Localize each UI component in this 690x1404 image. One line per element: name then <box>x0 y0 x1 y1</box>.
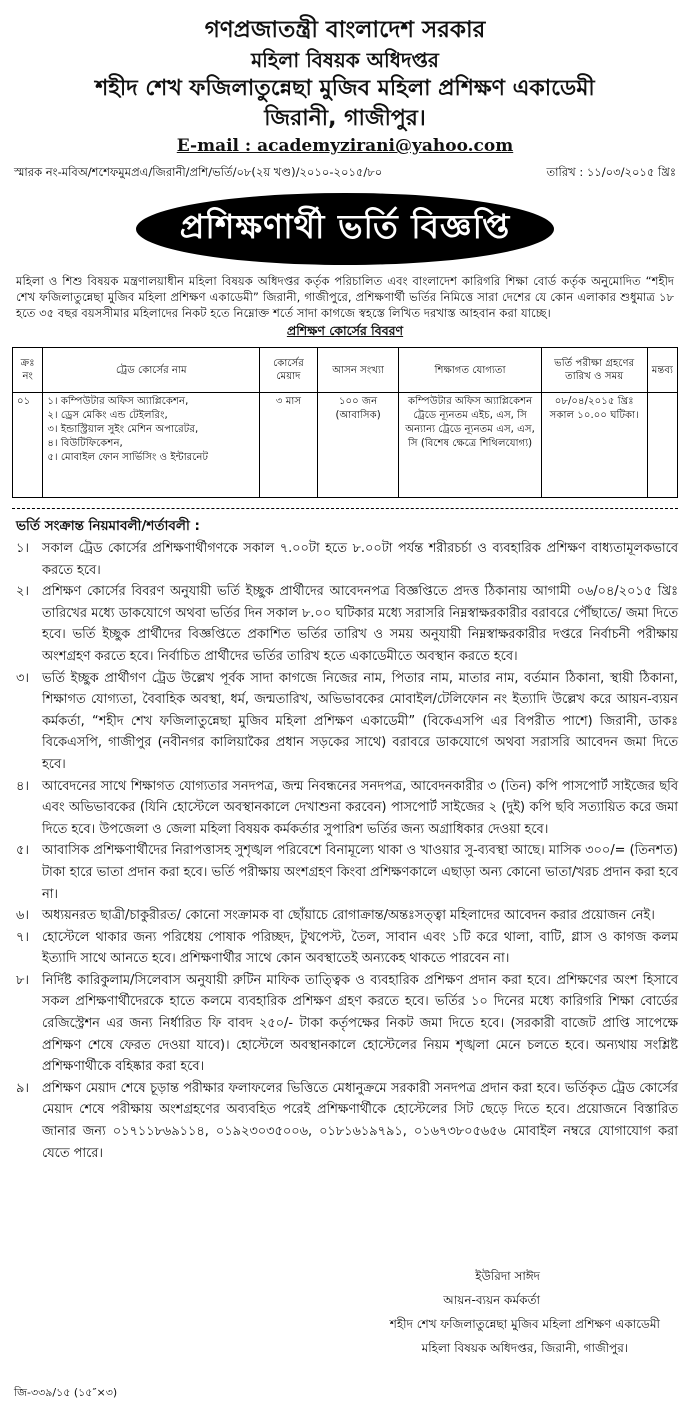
memo-line <box>12 164 678 183</box>
signatory-address: মহিলা বিষয়ক অধিদপ্তর, জিরানী, গাজীপুর। <box>421 1341 629 1355</box>
rule-item <box>12 668 678 776</box>
rule-number: ৮। <box>16 972 29 988</box>
government-title: গণপ্রজাতন্ত্রী বাংলাদেশ সরকার <box>204 17 486 43</box>
rule-item <box>12 581 678 667</box>
signatory-name: ইউরিদা সাঈদ <box>475 1269 540 1283</box>
rule-item <box>12 927 678 970</box>
table-header: আসন সংখ্যা <box>317 348 399 393</box>
rule-text: সকাল ট্রেড কোর্সের প্রশিক্ষণার্থীগণকে সকাল ৭.০০টা হতে ৮.০০টা পর্যন্ত শরীরচর্চা ও ব্যবহারিক প্রশিক্ষণ বাধ্যতামূলকভাবে করতে হবে। <box>42 541 678 578</box>
rule-item <box>12 905 678 927</box>
table-row <box>13 393 678 498</box>
course-item: ১। কম্পিউটার অফিস অ্যাপ্লিকেশন, <box>47 396 189 407</box>
cell-courses <box>43 393 260 498</box>
signatory-designation: আয়ন-ব্যয়ন কর্মকর্তা <box>443 1293 540 1307</box>
rule-number: ২। <box>16 584 29 600</box>
rule-number: ৭। <box>16 929 29 945</box>
rule-number: ৯। <box>16 1080 29 1096</box>
rule-number: ৩। <box>16 670 29 686</box>
rule-item <box>12 776 678 841</box>
cell-seats: ১০০ জন (আবাসিক) <box>317 393 399 498</box>
rules-title: ভর্তি সংক্রান্ত নিয়মাবলী/শর্তাবলী : <box>16 518 200 534</box>
course-item: ৩। ইন্ডাস্ট্রিয়াল সুইং মেশিন অপারেটর, <box>47 424 199 435</box>
print-code: জি-৩৩৯/১৫ (১৫″×৩) <box>14 1386 118 1399</box>
signatory-organization: শহীদ শেখ ফজিলাতুন্নেছা মুজিব মহিলা প্রশিক্ষণ একাডেমী <box>389 1317 660 1331</box>
divider <box>12 508 678 509</box>
table-header: শিক্ষাগত যোগ্যতা <box>399 348 541 393</box>
rule-text: প্রশিক্ষণ মেয়াদ শেষে চূড়ান্ত পরীক্ষার ফলাফলের ভিত্তিতে মেধানুক্রমে সরকারী সনদপত্র প্রদান করা হবে। ভর্তিকৃত ট্রেড কোর্সের মেয়াদ শেষে পরীক্ষায় অংশগ্রহণের অব্যবহিত পরেই প্রশিক্ষণার্থীকে হোস্টেলের সিট ছেড়ে দিতে হবে। প্রয়োজনে বিস্তারিত জানার জন্য ০১৭১১৮৬৯১১৪, ০১৯২৩০৩৫০০৬, ০১৮১৬১৯৭৯১, ০১৬৭৩৮০৫৬৫৬ মোবাইল নম্বরে যোগাযোগ করা যেতে পারে। <box>42 1080 678 1161</box>
rules-list <box>12 538 678 1164</box>
department-title: মহিলা বিষয়ক অধিদপ্তর <box>251 48 439 72</box>
course-item: ৪। বিউটিফিকেশন, <box>47 438 123 449</box>
rule-number: ১। <box>16 541 29 556</box>
cell-duration: ৩ মাস <box>260 393 318 498</box>
rule-item <box>12 970 678 1078</box>
cell-sl: ০১ <box>13 393 43 498</box>
cell-remarks <box>647 393 677 498</box>
location-title: জিরানী, গাজীপুর। <box>264 106 426 131</box>
rule-item <box>12 1078 678 1164</box>
table-header: ট্রেড কোর্সের নাম <box>43 348 260 393</box>
rule-text: হোস্টেলে থাকার জন্য পরিধেয় পোষাক পরিচ্ছদ, টুথপেস্ট, তৈল, সাবান এবং ১টি করে থালা, বাটি, গ্লাস ও কাগজ কলম ইত্যাদি সাথে আনতে হবে। প্রশিক্ষণার্থীর সাথে কোন অবস্থাতেই অন্যকেহ থাকতে পারবেন না। <box>42 929 678 967</box>
rule-text: নির্দিষ্ট কারিকুলাম/সিলেবাস অনুযায়ী রুটিন মাফিক তাত্ত্বিক ও ব্যবহারিক প্রশিক্ষণ প্রদান করা হবে। প্রশিক্ষণের অংশ হিসাবে সকল প্রশিক্ষণার্থীদেরকে হাতে কলমে ব্যবহারিক প্রশিক্ষণ গ্রহণ করতে হবে। ভর্তির ১০ দিনের মধ্যে কারিগরি শিক্ষা বোর্ডের রেজিস্ট্রেশন এর জন্য নির্ধারিত ফি বাবদ ২৫০/- টাকা কর্তৃপক্ষের নিকট জমা দিতে হবে। (সরকারী বাজেট প্রাপ্তি সাপেক্ষে প্রশিক্ষণ শেষে ফেরত দেওয়া যাবে)। হোস্টেলে অবস্থানকালে হোস্টেলের নিয়ম শৃঙ্খলা মেনে চলতে হবে। অন্যথায় সংশ্লিষ্ট প্রশিক্ষণার্থীকে বহিষ্কার করা হবে। <box>42 972 678 1075</box>
rule-item <box>12 840 678 905</box>
memo-reference: স্মারক নং-মবিঅ/শশেফমুমপ্রএ/জিরানী/প্রশি/ভর্তি/০৮(২য় খণ্ড)/২০১০-২০১৫/৮০ <box>14 165 383 179</box>
table-header-row <box>13 348 678 393</box>
rule-item <box>12 538 678 581</box>
cell-qualification: কম্পিউটার অফিস অ্যাপ্লিকেশন ট্রেডে ন্যূনতম এইচ, এস, সি অন্যান্য ট্রেডে ন্যূনতম এস, এস, সি (বিশেষ ক্ষেত্রে শিথিলযোগ্য) <box>399 393 541 498</box>
signature-block <box>390 1264 660 1360</box>
rule-number: ৪। <box>16 778 29 794</box>
rule-text: প্রশিক্ষণ কোর্সের বিবরণ অনুযায়ী ভর্তি ইচ্ছুক প্রার্থীদের আবেদনপত্র বিজ্ঞপ্তিতে প্রদত্ত ঠিকানায় আগামী ০৬/০৪/২০১৫ খ্রিঃ তারিখের মধ্যে ডাকযোগে অথবা ভর্তির দিন সকাল ৮.০০ ঘটিকার মধ্যে সরাসরি নিম্নস্বাক্ষরকারীর বরাবরে পৌঁছাতে/ জমা দিতে হবে। ভর্তি ইচ্ছুক প্রার্থীদের বিজ্ঞপ্তিতে প্রকাশিত ভর্তির তারিখ ও সময় অনুযায়ী নিম্নস্বাক্ষরকারীর দপ্তরে নির্বাচনী পরীক্ষায় অংশগ্রহণ করতে হবে। নির্বাচিত প্রার্থীদের ভর্তির তারিখ হতে একাডেমীতে অবস্থান করতে হবে। <box>42 584 678 664</box>
table-header: ভর্তি পরীক্ষা গ্রহণের তারিখ ও সময় <box>541 348 647 393</box>
rule-number: ৫। <box>16 843 29 859</box>
rule-number: ৬। <box>16 908 29 924</box>
table-header: মন্তব্য <box>647 348 677 393</box>
table-caption: প্রশিক্ষণ কোর্সের বিবরণ <box>286 323 404 338</box>
course-item: ৫। মোবাইল ফোন সার্ভিসিং ও ইন্টারনেট <box>47 452 209 463</box>
table-header: ক্রঃ নং <box>13 348 43 393</box>
course-item: ২। ড্রেস মেকিং এন্ড টেইলরিং, <box>47 410 168 421</box>
rule-text: ভর্তি ইচ্ছুক প্রার্থীগণ ট্রেড উল্লেখ পূর্বক সাদা কাগজে নিজের নাম, পিতার নাম, মাতার নাম, বর্তমান ঠিকানা, স্থায়ী ঠিকানা, শিক্ষাগত যোগ্যতা, বৈবাহিক অবস্থা, ধর্ম, জন্মতারিখ, অভিভাবকের মোবাইল/টেলিফোন নং ইত্যাদি উল্লেখ করে আয়ন-ব্যয়ন কর্মকর্তা, “শহীদ শেখ ফজিলাতুন্নেছা মুজিব মহিলা প্রশিক্ষণ একাডেমী” (বিকেএসপি এর বিপরীত পাশে) জিরানী, ডাকঃ বিকেএসপি, গাজীপুর (নবীনগর কালিয়াকৈর প্রধান সড়কের সাথে) বরাবরে ডাকযোগে অথবা সরাসরি আবেদন জমা দিতে হবে। <box>42 670 678 772</box>
notice-banner: প্রশিক্ষণার্থী ভর্তি বিজ্ঞপ্তি <box>136 193 554 265</box>
academy-title: শহীদ শেখ ফজিলাতুন্নেছা মুজিব মহিলা প্রশিক্ষণ একাডেমী <box>95 76 595 101</box>
course-table <box>12 347 678 498</box>
table-header: কোর্সের মেয়াদ <box>260 348 318 393</box>
intro-paragraph: মহিলা ও শিশু বিষয়ক মন্ত্রণালয়াধীন মহিলা বিষয়ক অধিদপ্তর কর্তৃক পরিচালিত এবং বাংলাদেশ কারিগরি শিক্ষা বোর্ড কর্তৃক অনুমোদিত “শহীদ শেখ ফজিলাতুন্নেছা মুজিব মহিলা প্রশিক্ষণ একাডেমী” জিরানী, গাজীপুরে, প্রশিক্ষণার্থী ভর্তির নিমিত্তে সারা দেশের যে কোন এলাকার শুধুমাত্র ১৮ হতে ৩৫ বছর বয়সসীমার মহিলাদের নিকট হতে নিম্নোক্ত শর্তে সাদা কাগজে স্বহস্তে লিখিত দরখাস্ত আহবান করা যাচ্ছে। <box>16 274 674 320</box>
rule-text: আবাসিক প্রশিক্ষণার্থীদের নিরাপত্তাসহ সুশৃঙ্খল পরিবেশে বিনামূল্যে থাকা ও খাওয়ার সু-ব্যবস্থা আছে। মাসিক ৩০০/= (তিনশত) টাকা হারে ভাতা প্রদান করা হবে। ভর্তি পরীক্ষায় অংশগ্রহণ কিংবা প্রশিক্ষণকালে এছাড়া অন্য কোনো ভাতা/খরচ প্রদান করা হবে না। <box>42 843 678 902</box>
rule-text: অধ্যয়নরত ছাত্রী/চাকুরীরত/ কোনো সংক্রামক বা ছোঁয়াচে রোগাক্রান্ত/অন্তঃসত্ত্বা মহিলাদের আবেদন করার প্রয়োজন নেই। <box>42 908 655 924</box>
rule-text: আবেদনের সাথে শিক্ষাগত যোগ্যতার সনদপত্র, জন্ম নিবন্ধনের সনদপত্র, আবেদনকারীর ৩ (তিন) কপি পাসপোর্ট সাইজের ছবি এবং অভিভাবকের (যিনি হোস্টেলে অবস্থানকালে দেখাশুনা করবেন) পাসপোর্ট সাইজের ২ (দুই) কপি ছবি সত্যায়িত করে জমা দিতে হবে। উপজেলা ও জেলা মহিলা বিষয়ক কর্মকর্তার সুপারিশ ভর্তির জন্য অগ্রাধিকার দেওয়া হবে। <box>42 778 678 837</box>
memo-date: তারিখ : ১১/০৩/২০১৫ খ্রিঃ <box>546 165 676 179</box>
cell-exam-date: ০৮/০৪/২০১৫ খ্রিঃ সকাল ১০.০০ ঘটিকা। <box>541 393 647 498</box>
banner-wrap <box>12 193 678 265</box>
email-line: E-mail : academyzirani@yahoo.com <box>176 136 514 156</box>
